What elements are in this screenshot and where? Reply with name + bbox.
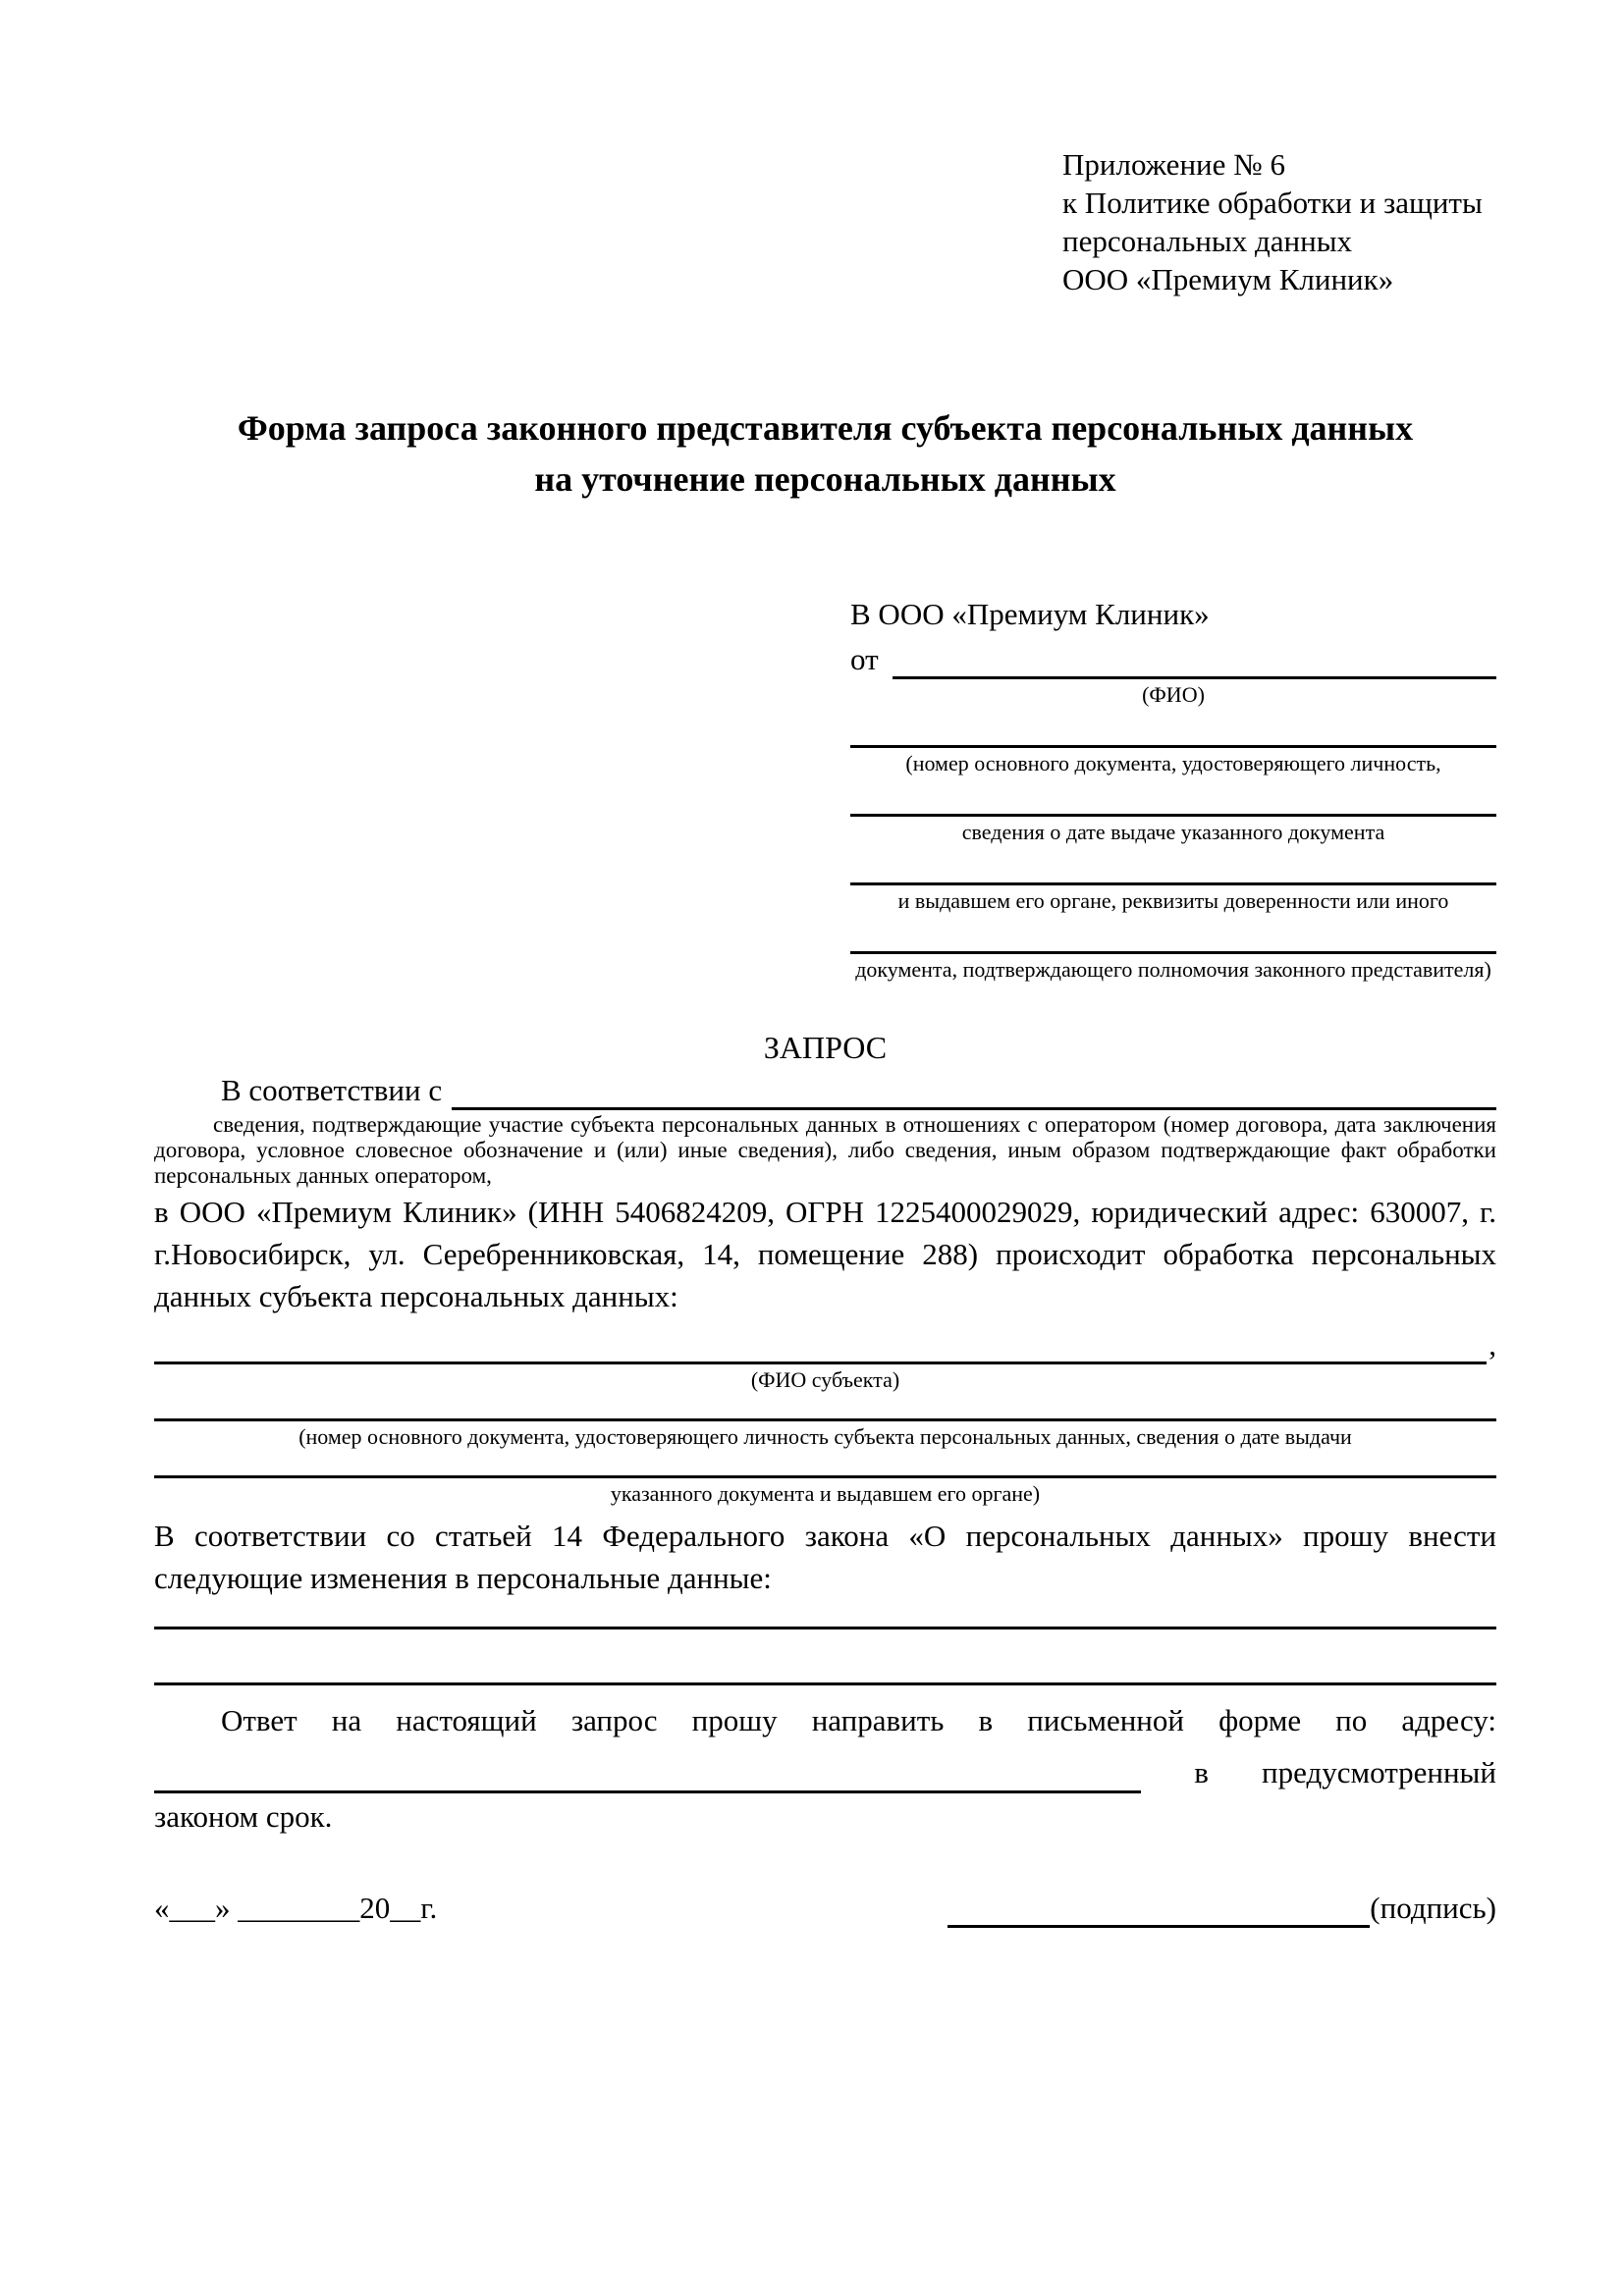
subject-doc-blank-line	[154, 1475, 1496, 1478]
representative-doc-blank-line	[850, 882, 1496, 885]
addressee-to: В ООО «Премиум Клиник»	[850, 597, 1210, 631]
appendix-note-line: ООО «Премиум Клиник»	[1062, 262, 1394, 296]
subject-fio-blank-line	[154, 1331, 1487, 1364]
appendix-note-line: персональных данных	[1062, 224, 1353, 258]
operator-paragraph: в ООО «Премиум Клиник» (ИНН 5406824209, ОГРН 1225400029029, юридический адрес: 630007, г. г.Новосибирск, ул. Серебренниковская, 14, помещение 288) происходит обработка персональных данных субъекта персональных данных:	[154, 1195, 1496, 1313]
response-sentence-end: законом срок.	[154, 1799, 333, 1834]
representative-doc-caption: документа, подтверждающего полномочия законного представителя)	[855, 957, 1491, 982]
representative-doc-group	[850, 745, 1496, 776]
appendix-note-line: к Политике обработки и защиты	[1062, 186, 1483, 220]
address-row	[154, 1751, 1496, 1793]
signature-caption: (подпись)	[1370, 1891, 1496, 1925]
representative-doc-group	[850, 882, 1496, 914]
representative-doc-blank-line	[850, 951, 1496, 954]
subject-doc-group	[154, 1475, 1496, 1507]
representative-doc-caption: и выдавшем его органе, реквизиты доверенности или иного	[897, 888, 1449, 913]
intro-blank-line	[452, 1077, 1496, 1110]
subject-doc-caption: указанного документа и выдавшем его органе)	[610, 1481, 1041, 1506]
request-heading: ЗАПРОС	[763, 1030, 888, 1065]
from-fio-blank-line	[893, 646, 1496, 679]
address-blank-line	[154, 1758, 1141, 1793]
response-word: предусмотренный	[1262, 1755, 1496, 1789]
appendix-note	[1062, 145, 1496, 298]
document-title-line: на уточнение персональных данных	[534, 459, 1116, 499]
response-sentence: Ответ на настоящий запрос прошу направить в письменной форме по адресу:	[221, 1703, 1496, 1737]
amendment-paragraph: В соответствии со статьей 14 Федерального закона «О персональных данных» прошу внести следующие изменения в персональные данные:	[154, 1519, 1496, 1595]
representative-doc-group	[850, 814, 1496, 845]
date-signature-row	[154, 1889, 1496, 1928]
signature-area	[947, 1889, 1496, 1928]
representative-doc-group	[850, 951, 1496, 983]
appendix-note-line: Приложение № 6	[1062, 147, 1285, 182]
document-title-line: Форма запроса законного представителя субъекта персональных данных	[237, 408, 1414, 448]
signature-blank-line	[947, 1895, 1370, 1928]
document-title	[154, 402, 1496, 505]
intro-prefix: В соответствии с	[221, 1073, 443, 1107]
subject-doc-blank-line	[154, 1418, 1496, 1421]
subject-line-comma: ,	[1489, 1327, 1496, 1362]
addressee-from-row	[850, 640, 1496, 679]
representative-doc-blank-line	[850, 814, 1496, 817]
date-field: «___» ________20__г.	[154, 1891, 438, 1925]
addressee-block	[850, 595, 1496, 983]
representative-doc-blank-line	[850, 745, 1496, 748]
amendment-blank-line	[154, 1627, 1496, 1629]
intro-annotation: сведения, подтверждающие участие субъекта персональных данных в отношениях с оператором (номер договора, дата заключения договора, условное словесное обозначение и (или) иные сведения), либо сведения, иным образом подтверждающие факт обработки персональных данных оператором,	[154, 1112, 1496, 1188]
intro-row	[154, 1071, 1496, 1110]
representative-doc-caption: (номер основного документа, удостоверяющего личность,	[905, 751, 1441, 775]
amendment-blank-line	[154, 1682, 1496, 1685]
fio-caption: (ФИО)	[1142, 682, 1205, 707]
subject-doc-caption: (номер основного документа, удостоверяющего личность субъекта персональных данных, сведения о дате выдачи	[298, 1424, 1352, 1449]
subject-fio-row	[154, 1325, 1496, 1364]
subject-fio-caption: (ФИО субъекта)	[750, 1367, 900, 1392]
representative-doc-caption: сведения о дате выдаче указанного документа	[961, 820, 1385, 844]
addressee-from-label: от	[850, 642, 879, 676]
subject-doc-group	[154, 1418, 1496, 1450]
response-word: в	[1194, 1755, 1209, 1789]
